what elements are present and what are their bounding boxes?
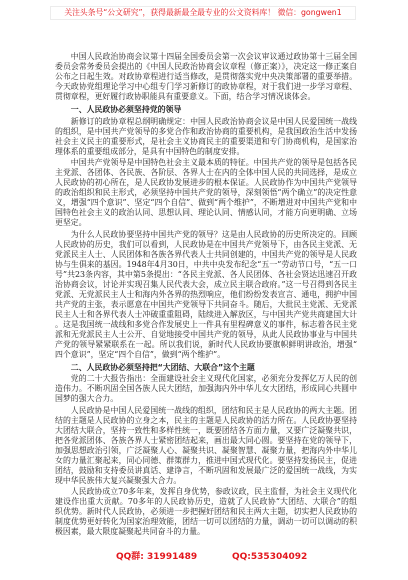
document-body (55, 52, 357, 544)
body-paragraph: 新修订的政协章程总纲明确规定：中国人民政治协商会议是中国人民爱国统一战线的组织，是中国共产党领导的多党合作和政治协商的重要机构，是我国政治生活中发扬社会主义民主的重要形式，是社会主义协商民主的重要渠道和专门协商机构，是国家治理体系的重要组成部分，是具有中国特色的制度安排。 (55, 116, 357, 156)
section-heading-1: 一、人民政协必须坚持党的领导 (70, 105, 182, 114)
body-paragraph: 人民政协是中国人民爱国统一战线的组织，团结和民主是人民政协的两大主题。团结的主题是人民政协的立身之本，民主的主题是人民政协的活力所在。人民政协要坚持大团结大联合，坚持一致性和多样性统一，既要团结各方面力量，又要广泛凝聚共识，把各党派团体、各族各界人士紧密团结起来，画出最大同心圆。要坚持在党的领导下，加强思想政治引领，广泛凝聚人心、凝聚共识、凝聚智慧、凝聚力量，把海内外中华儿女的力量汇聚起来，同心同德、群策群力，推进中国式现代化。要坚持发扬民主，促进团结，鼓励和支持委员讲真话、建诤言，不断巩固和发展最广泛的爱国统一战线，为实现中华民族伟大复兴凝聚强大合力。 (55, 405, 357, 485)
body-paragraph: 党的二十大报告指出：全面建设社会主义现代化国家，必须充分发挥亿万人民的创造伟力。不断巩固全国各族人民大团结，加强海内外中华儿女大团结，形成同心共圆中国梦的强大合力。 (55, 374, 357, 403)
body-paragraph: 中国共产党领导是中国特色社会主义最本质的特征。中国共产党的领导是包括各民主党派、各团体、各民族、各阶层、各界人士在内的全体中国人民的共同选择，是成立人民政协的初心所在，是人民政协发展进步的根本保证。人民政协作为中国共产党领导的政治组织和民主形式，必须坚持中国共产党的领导，深刻领悟“两个确立”的决定性意义，增强“四个意识”、坚定“四个自信”、做到“两个维护”，不断增进对中国共产党和中国特色社会主义的政治认同、思想认同、理论认同、情感认同，才能方向更明确、立场更坚定。 (55, 158, 357, 227)
promo-banner: 关注头条号“公文研究”，获得最新最全最专业的公文资料库！ 微信：gongwen1 (50, 6, 356, 20)
qq-group-number: QQ群: 31991489 (116, 552, 198, 562)
intro-paragraph: 中国人民政治协商会议第十四届全国委员会第一次会议审议通过政协第十三届全国委员会常务委员会提出的《中国人民政治协商会议章程（修正案）》，决定这一修正案自公布之日起生效。对政协章程进行适当修改，是贯彻落实党中央决策部署的重要举措。今天政协党组理论学习中心组专门学习新修订的政协章程，对于我们进一步学习章程、贯彻章程，更好履行政协职能具有重要意义。下面，结合学习情况谈体会。 (55, 52, 357, 101)
qq-number: QQ:535304092 (232, 552, 308, 562)
contact-footer (0, 550, 408, 564)
section-heading-2: 二、人民政协必须坚持把“大团结、大联合”这个主题 (70, 362, 255, 372)
body-paragraph: 人民政协成立70多年来，发挥自身优势，参政议政，民主监督，为社会主义现代化建设作出重大贡献。70多年的人民政协历史，造就了人民政协“大团结、大联合”的组织优势。新时代人民政协，必须进一步把握好团结和民主两大主题，切实把人民政协的制度优势更好转化为国家治理效能，团结一切可以团结的力量，调动一切可以调动的积极因素，最大限度凝聚起共同奋斗的力量。 (55, 487, 357, 536)
body-paragraph: 为什么人民政协要坚持中国共产党的领导？这是由人民政协的历史所决定的。回顾人民政协的历史，我们可以看到，人民政协是在中国共产党领导下，由各民主党派、无党派民主人士、人民团体和各族各界代表人士共同创建的，中国共产党的领导是人民政协与生俱来的基因。1948年4月30日，中共中央发布纪念“五一”劳动节口号，“五一口号”共23条内容，其中第5条提出：“各民主党派、各人民团体、各社会贤达迅速召开政治协商会议，讨论并实现召集人民代表大会，成立民主联合政府。”这一号召得到各民主党派、无党派民主人士和海内外各界的热烈响应，他们纷纷发表宣言、通电，拥护中国共产党的主张，表示愿意在中国共产党领导下共同奋斗。随后，大批民主党派、无党派民主人士和各界代表人士冲破重重阻碍，陆续进入解放区，与中国共产党共商建国大计。这是我国统一战线和多党合作发展史上一件具有里程碑意义的事件，标志着各民主党派和无党派民主人士公开、自觉地接受中国共产党的领导，从此人民政协事业与中国共产党的领导紧紧联系在一起。所以我们说，新时代人民政协要旗帜鲜明讲政治，增强“四个意识”，坚定“四个自信”，做到“两个维护”。 (55, 229, 357, 359)
